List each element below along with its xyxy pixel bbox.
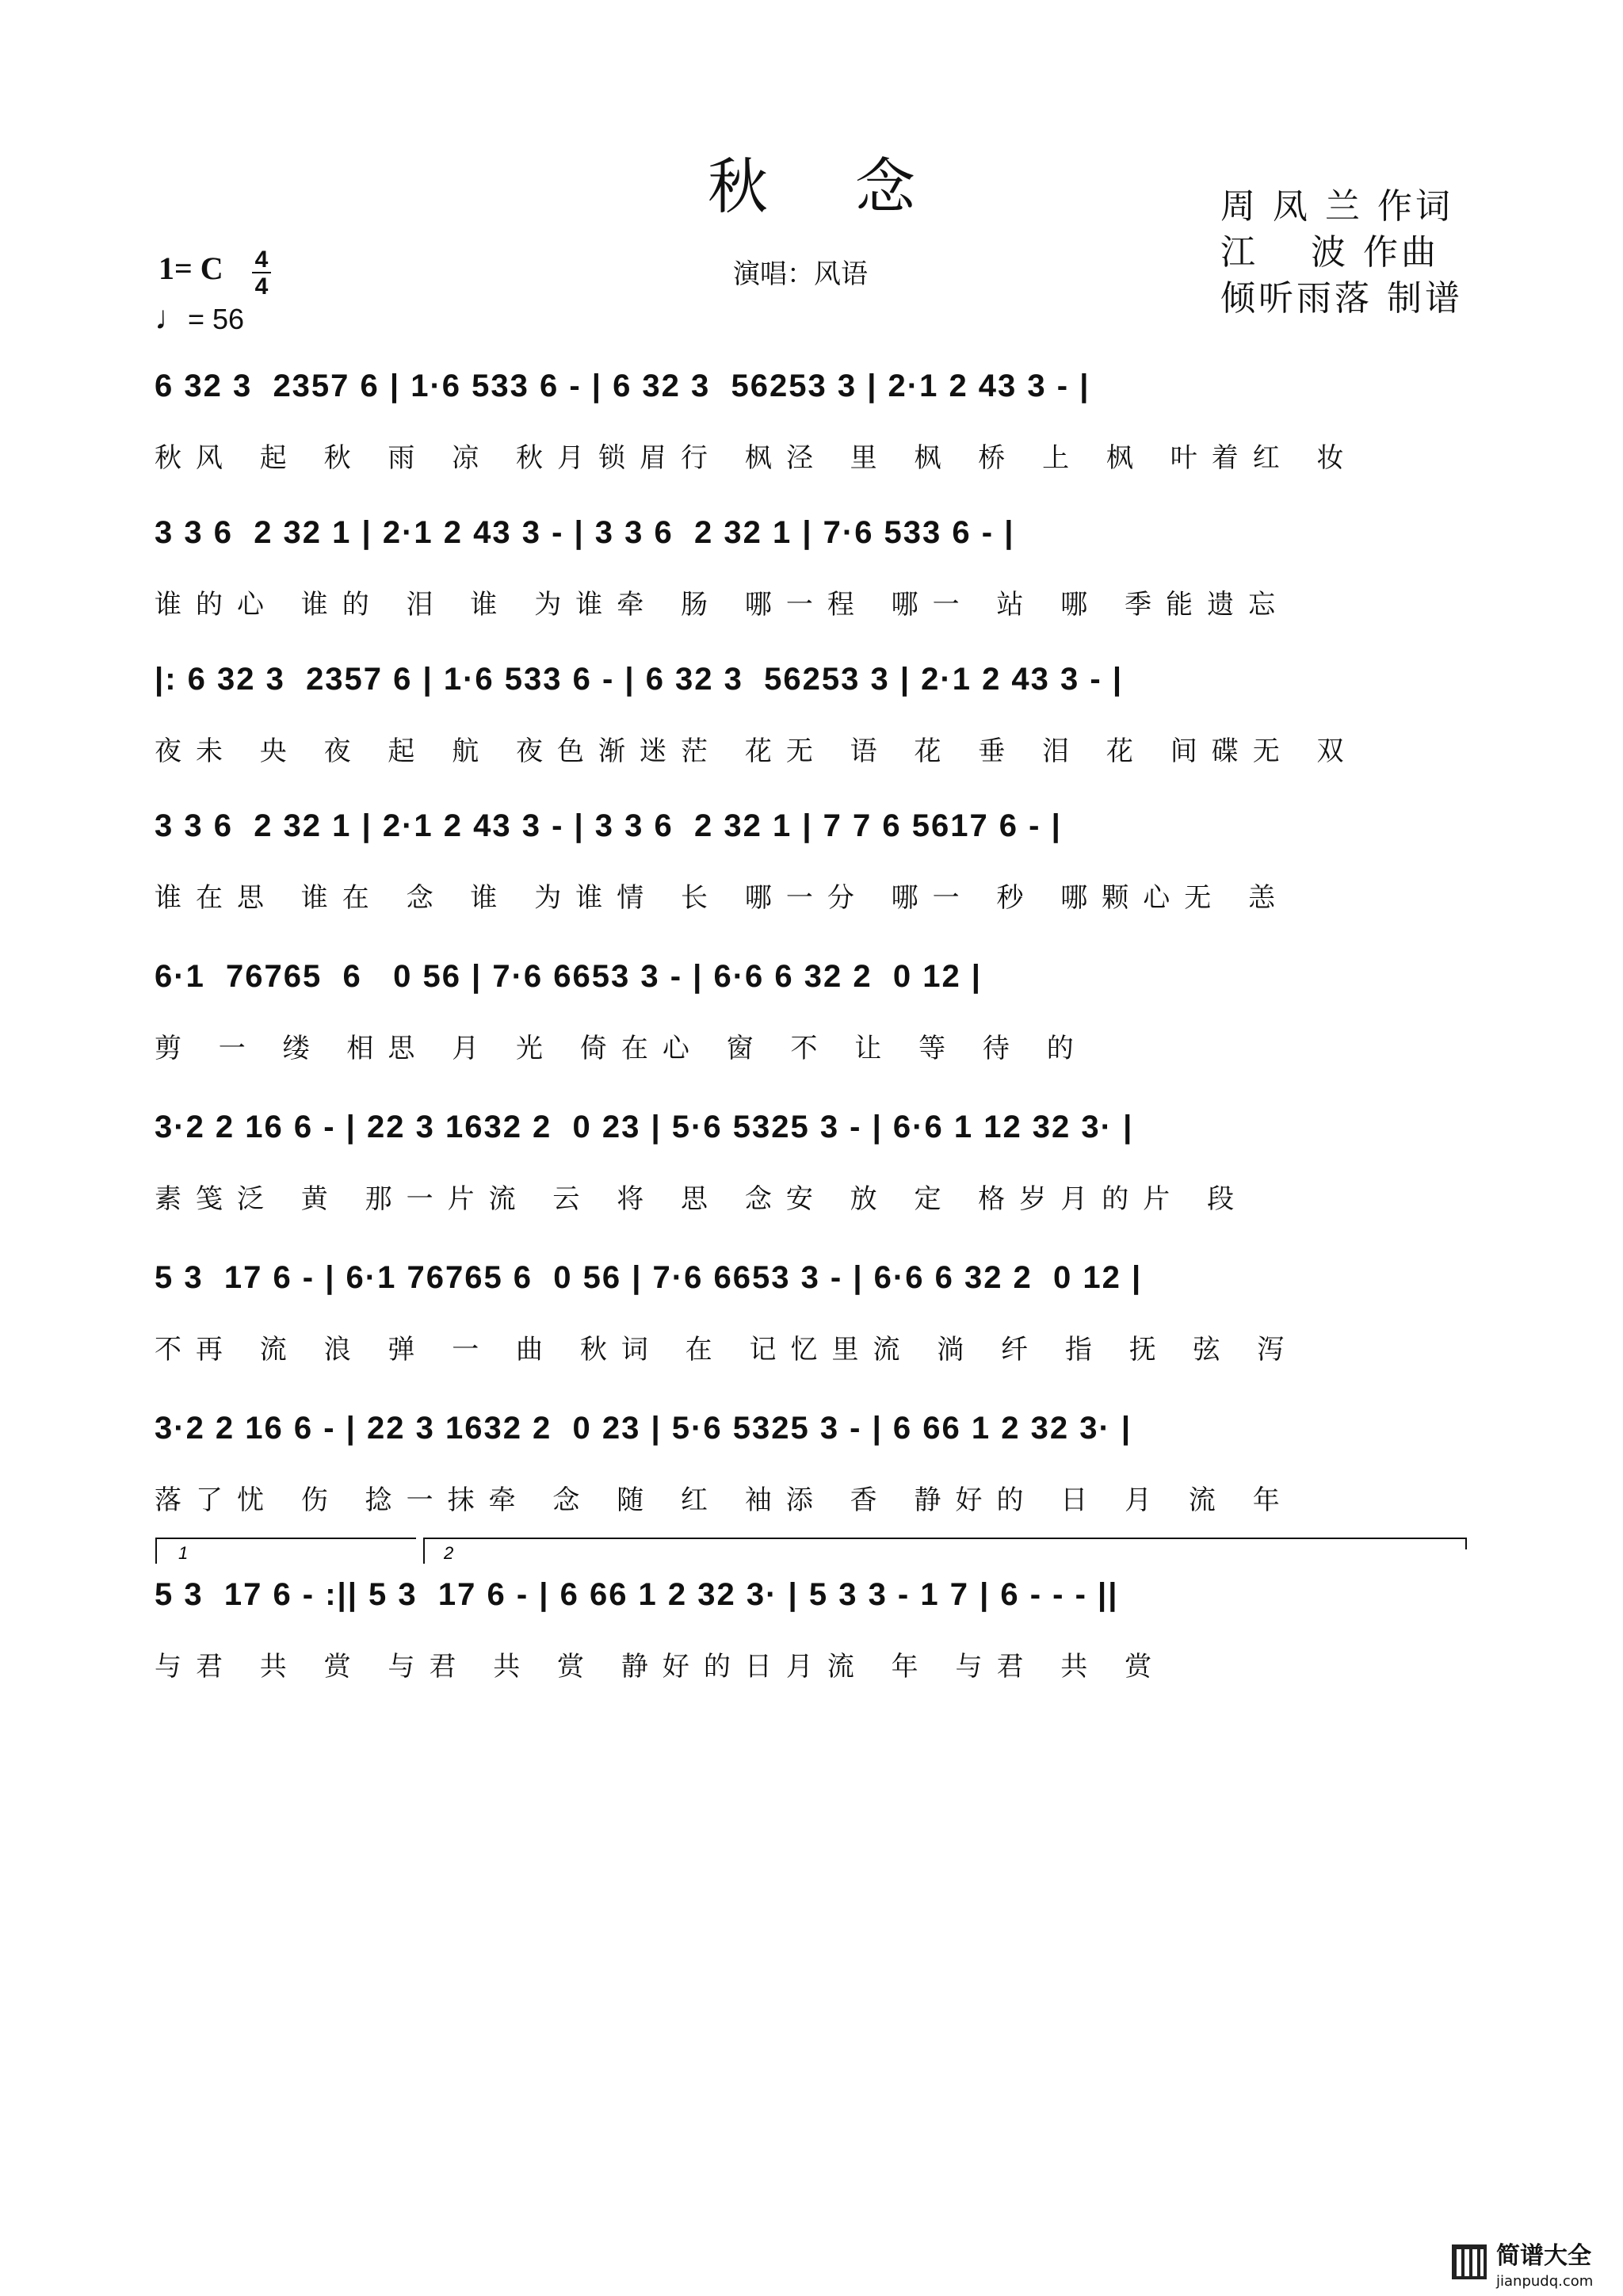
credits xyxy=(1220,184,1463,322)
lyric-line: 秋风 起 秋 雨 凉 秋月锁眉行 枫泾 里 枫 桥 上 枫 叶着红 妆 xyxy=(155,442,1358,474)
lyric-line: 落了忧 伤 捻一抹牵 念 随 红 袖添 香 静好的 日 月 流 年 xyxy=(155,1484,1294,1516)
tempo-marking xyxy=(155,299,244,337)
notation-line: 3·2 2 16 6 - | 22 3 1632 2 0 23 | 5·6 5325 3 - | 6·6 1 12 32 3· | xyxy=(155,1110,1134,1144)
lyric-line: 不再 流 浪 弹 一 曲 秋词 在 记忆里流 淌 纤 指 抚 弦 泻 xyxy=(155,1334,1299,1366)
volta-1: 1 xyxy=(178,1543,189,1563)
notation-line: 3 3 6 2 32 1 | 2·1 2 43 3 - | 3 3 6 2 32 1 | 7·6 533 6 - | xyxy=(155,515,1015,550)
time-signature-top: 4 xyxy=(254,246,269,273)
time-signature-bottom: 4 xyxy=(254,273,269,300)
song-title: 秋念 xyxy=(708,151,1002,222)
key-signature: 1= C xyxy=(158,250,223,286)
lyric-line: 谁的心 谁的 泪 谁 为谁牵 肠 哪一程 哪一 站 哪 季能遗忘 xyxy=(155,589,1290,621)
piano-logo-icon xyxy=(1450,2243,1488,2281)
brand-url: jianpudq.com xyxy=(1496,2273,1594,2290)
volta-2: 2 xyxy=(444,1543,454,1563)
notation-line: |: 6 32 3 2357 6 | 1·6 533 6 - | 6 32 3 56253 3 | 2·1 2 43 3 - | xyxy=(155,662,1124,697)
singer: 演唱：风语 xyxy=(733,258,868,290)
notation-line: 6·1 76765 6 0 56 | 7·6 6653 3 - | 6·6 6 32 2 0 12 | xyxy=(155,959,982,994)
lyric-line: 夜未 央 夜 起 航 夜色渐迷茫 花无 语 花 垂 泪 花 间碟无 双 xyxy=(155,735,1358,767)
volta-brackets xyxy=(155,1534,1470,1565)
notation-line: 3 3 6 2 32 1 | 2·1 2 43 3 - | 3 3 6 2 32 1 | 7 7 6 5617 6 - | xyxy=(155,808,1062,843)
brand-name: 简谱大全 xyxy=(1496,2242,1591,2270)
composer-credit: 江 波 作曲 xyxy=(1220,232,1439,273)
notation-line: 6 32 3 2357 6 | 1·6 533 6 - | 6 32 3 56253 3 | 2·1 2 43 3 - | xyxy=(155,369,1090,403)
lyricist-credit: 周 凤 兰 作词 xyxy=(1220,186,1453,227)
lyric-line: 谁在思 谁在 念 谁 为谁情 长 哪一分 哪一 秒 哪颗心无 恙 xyxy=(155,882,1290,914)
lyric-line: 素笺泛 黄 那一片流 云 将 思 念安 放 定 格岁月的片 段 xyxy=(155,1183,1249,1215)
notation-line: 3·2 2 16 6 - | 22 3 1632 2 0 23 | 5·6 5325 3 - | 6 66 1 2 32 3· | xyxy=(155,1411,1132,1446)
notation-line: 5 3 17 6 - :|| 5 3 17 6 - | 6 66 1 2 32 3· | 5 3 3 - 1 7 | 6 - - - || xyxy=(155,1577,1119,1612)
lyric-line: 剪 一 缕 相思 月 光 倚在心 窗 不 让 等 待 的 xyxy=(155,1033,1088,1064)
tempo-value: = 56 xyxy=(188,303,245,335)
quarter-note-icon: ♩ xyxy=(155,299,188,336)
lyric-line: 与君 共 赏 与君 共 赏 静好的日月流 年 与君 共 赏 xyxy=(155,1651,1167,1683)
time-signature xyxy=(252,248,271,299)
transcriber-credit: 倾听雨落 制谱 xyxy=(1220,278,1463,319)
notation-line: 5 3 17 6 - | 6·1 76765 6 0 56 | 7·6 6653 3 - | 6·6 6 32 2 0 12 | xyxy=(155,1260,1143,1295)
